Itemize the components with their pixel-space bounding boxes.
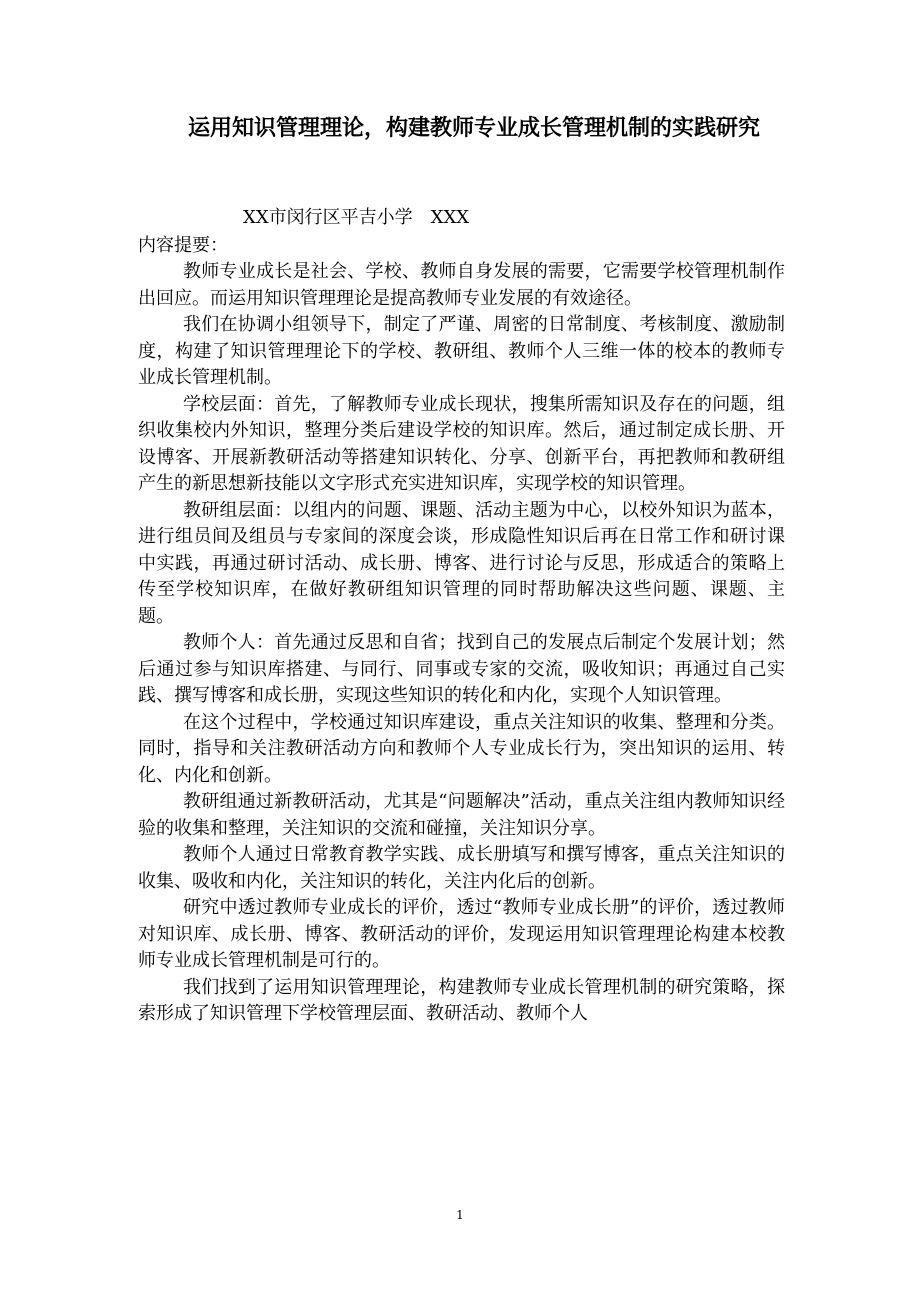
paragraph-9: 研究中透过教师专业成长的评价，透过“教师专业成长册”的评价，透过教师对知识库、成长册、博客、教研活动的评价，发现运用知识管理理论构建本校教师专业成长管理机制是可行的。 <box>138 897 785 971</box>
paragraph-8: 教师个人通过日常教育教学实践、成长册填写和撰写博客，重点关注知识的收集、吸收和内化，关注知识的转化，关注内化后的创新。 <box>138 844 785 892</box>
page-number: 1 <box>456 1208 464 1222</box>
abstract-label: 内容提要： <box>138 235 228 256</box>
paragraph-1: 教师专业成长是社会、学校、教师自身发展的需要，它需要学校管理机制作出回应。而运用知识管理理论是提高教师专业发展的有效途径。 <box>138 261 785 309</box>
paragraph-4: 教研组层面：以组内的问题、课题、活动主题为中心，以校外知识为蓝本，进行组员间及组员与专家间的深度会谈，形成隐性知识后再在日常工作和研讨课中实践，再通过研讨活动、成长册、博客、进行讨论与反思，形成适合的策略上传至学校知识库，在做好教研组知识管理的同时帮助解决这些问题、课题、主题。 <box>138 499 785 627</box>
paragraph-10: 我们找到了运用知识管理理论，构建教师专业成长管理机制的研究策略，探索形成了知识管理下学校管理层面、教研活动、教师个人 <box>138 976 785 1024</box>
abstract-body <box>138 259 785 1028</box>
paragraph-6: 在这个过程中，学校通过知识库建设，重点关注知识的收集、整理和分类。同时，指导和关注教研活动方向和教师个人专业成长行为，突出知识的运用、转化、内化和创新。 <box>138 711 785 786</box>
author-line: XX市闵行区平吉小学 XXX <box>243 207 470 228</box>
paragraph-5: 教师个人：首先通过反思和自省；找到自己的发展点后制定个发展计划；然后通过参与知识库搭建、与同行、同事或专家的交流，吸收知识；再通过自己实践、撰写博客和成长册，实现这些知识的转化和内化，实现个人知识管理。 <box>138 632 785 706</box>
paragraph-3: 学校层面：首先，了解教师专业成长现状，搜集所需知识及存在的问题，组织收集校内外知识，整理分类后建设学校的知识库。然后，通过制定成长册、开设博客、开展新教研活动等搭建知识转化、分享、创新平台，再把教师和教研组产生的新思想新技能以文字形式充实进知识库，实现学校的知识管理。 <box>138 393 785 494</box>
paragraph-2: 我们在协调小组领导下，制定了严谨、周密的日常制度、考核制度、激励制度，构建了知识管理理论下的学校、教研组、教师个人三维一体的校本的教师专业成长管理机制。 <box>138 314 785 388</box>
paragraph-7: 教研组通过新教研活动，尤其是“问题解决”活动，重点关注组内教师知识经验的收集和整理，关注知识的交流和碰撞，关注知识分享。 <box>138 791 785 839</box>
document-title: 运用知识管理理论，构建教师专业成长管理机制的实践研究 <box>188 116 761 141</box>
